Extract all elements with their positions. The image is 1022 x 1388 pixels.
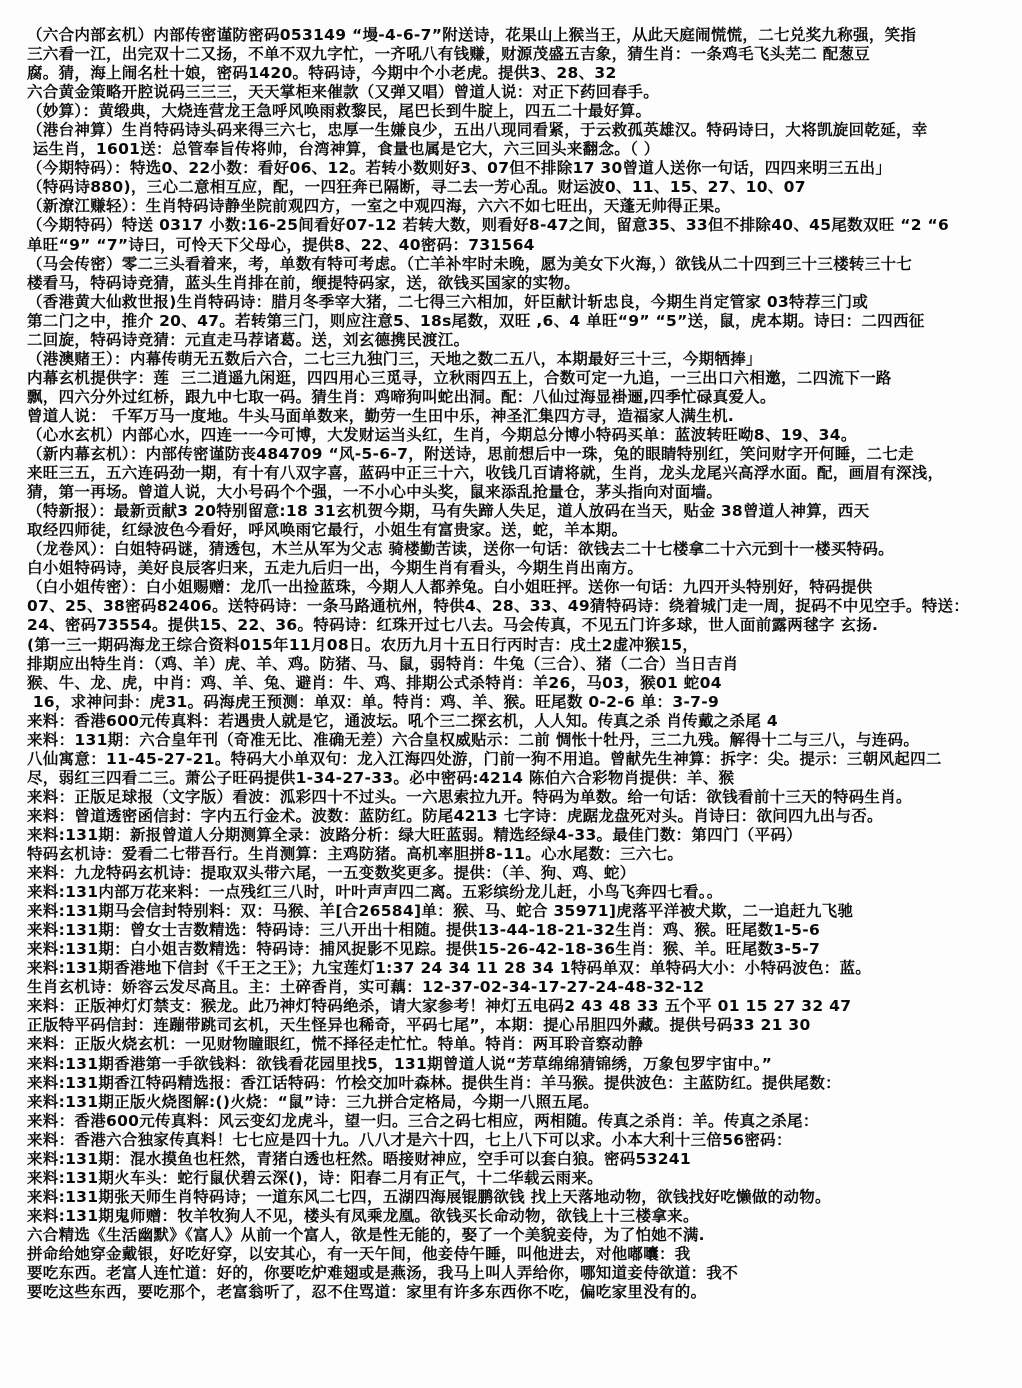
text-line: 16，求神问卦：虎31。码海虎王预测：单双：单。特肖：鸡、羊、猴。旺尾数 0-2-6 单：3-7-9 — [27, 692, 720, 711]
text-line: 排期应出特生肖：（鸡、羊）虎、羊、鸡。防猪、马、鼠，弱特肖：牛兔（三合）、猪（二合）当日吉肖 — [27, 654, 739, 673]
text-line: （特新报）：最新贡献3 20特别留意:18 31玄机贺今期，马有失蹄人失足，道人放码在当天，贴金 38曾道人神算，西天 — [27, 502, 870, 521]
text-line: 来料:131期香江特码精选报：香江话特码：竹桧交加叶森林。提供生肖：羊马猴。提供波色：主蓝防红。提供尾数： — [27, 1073, 841, 1092]
text-line: 来料:131期马会信封特别料：双：马猴、羊[合26584]单：猴、马、蛇合 35971]虎落平洋被犬欺，二一追赶九飞驰 — [27, 902, 854, 921]
text-line: 来料:131期火车头：蛇行鼠伏碧云深()，诗：阳春二月有正气，十二华载云雨来。 — [27, 1168, 603, 1187]
text-line: 要吃东西。老富人连忙道：好的，你要吃炉难翅或是燕汤，我马上叫人弄给你，哪知道妾侍欲道：我不 — [27, 1264, 739, 1283]
text-line: 尽，弱红三四看二三。萧公子旺码提供1-34-27-33。必中密码:4214 陈伯六合彩物肖提供：羊、猴 — [27, 768, 735, 787]
text-line: （白小姐传密）：白小姐赐赠：龙爪一出捡蓝珠，今期人人都养兔。白小姐旺抨。送你一句话：九四开头特别好，特码提供 — [27, 578, 873, 597]
text-line: 运生肖，1601送：总管奉旨传将帅，台湾神算，食量也属是它大，六三回头来翻念。（ ） — [27, 140, 660, 159]
text-line: 24、密码73554。提供15、22、36。特码诗：红珠开过七八去。马会传真，不见五门许多球，世人面前露两毬字 玄扬. — [27, 616, 879, 635]
text-line: 来料:131期鬼师赠：牧羊牧狗人不见，楼头有凤乘龙凰。欲钱买长命动物，欲钱上十三楼拿来。 — [27, 1206, 699, 1225]
text-line: （马会传密）零二三头看着来，考，单数有特可考虑。（亡羊补牢时未晚，愿为美女下火海，）欲钱从二十四到三十三楼转三十七 — [27, 254, 913, 273]
text-line: 来旺三五，五六连码劲一期，有十有八双字喜，蓝码中正三十六，收钱几百请将就，生肖，龙头龙尾兴高浮水面。配，画眉有深浅， — [27, 464, 944, 483]
text-line: 来料：香港600元传真料：风云变幻龙虎斗，望一归。三合之码七相应，两相随。传真之杀肖：羊。传真之杀尾： — [27, 1111, 819, 1130]
text-line: 来料:131内部万花来料：一点残红三八时，叶叶声声四二离。五彩缤纷龙儿赶，小鸟飞奔四七看。。 — [27, 883, 723, 902]
text-line: 来料:131期：混水摸鱼也枉然，青猪白透也枉然。晤接财神应，空手可以套白狼。密码53241 — [27, 1149, 691, 1168]
text-line: （妙算）：黄缎典，大烧连营龙王急呼风唤雨救黎民，尾巴长到牛腚上，四五二十最好算。 — [27, 102, 652, 121]
text-line: （港台神算）生肖特码诗头码来得三六七，忠厚一生嫌良少，五出八现同看紧，于云救孤英雄汉。特码诗曰，大将凯旋回乾延，幸 — [27, 121, 928, 140]
text-line: 来料:131期：曾女士吉数精选：特码诗：三八开出十相随。提供13-44-18-21-32生肖：鸡、猴。旺尾数1-5-6 — [27, 921, 821, 940]
text-line: 猴、牛、龙、虎，中肖：鸡、羊、兔、避肖：牛、鸡、排期公式杀特肖：羊26，马03，猴01 蛇04 — [27, 673, 722, 692]
text-line: 来料:131期正版火烧图解:()火烧：“鼠”诗：三九拼合定格局，今期一八照五尾。 — [27, 1092, 599, 1111]
text-line: 要吃这些东西，要吃那个，老富翁听了，忍不住骂道：家里有许多东西你不吃，偏吃家里没有的。 — [27, 1283, 707, 1302]
text-line: （特码诗880)，三心二意相互应，配，一四狂奔已隔断，寻二去一芳心乱。财运波0、11、15、27、10、07 — [27, 178, 806, 197]
text-line: （龙卷风）：白姐特码谜，猜透包，木兰从军为父志 骑楼勤苦读，送你一句话：欲钱去二十七楼拿二十六元到十一楼买特码。 — [27, 540, 894, 559]
text-line: 来料:131期张天师生肖特码诗；一道东风二七四，五湖四海展锟鹏欲钱 找上天落地动物，欲钱找好吃懒做的动物。 — [27, 1187, 831, 1206]
text-line: 来料：香港六合独家传真料！七七应是四十九。八八才是六十四，七上八下可以求。小本大利十三倍56密码： — [27, 1130, 792, 1149]
text-line: 07、25、38密码82406。送特码诗：一条马路通杭州，特供4、28、33、49猜特码诗：绕着城门走一周，捉码不中见空手。特送： — [27, 597, 970, 616]
text-line: （今期特码）：特选0、22小数：看好06、12。若转小数则好3、07但不排除17 30曾道人送你一句话，四四来明三五出」 — [27, 159, 892, 178]
text-line: 来料:131期：新报曾道人分期测算全录：波路分析：绿大旺蓝弱。精选经绿4-33。最佳门数：第四门（平码） — [27, 825, 802, 844]
text-line: 来料：正版足球报（文字版）看波：泒彩四十不过头。一六思索拉九开。特码为单数。给一句话：欲钱看前十三天的特码生肖。 — [27, 787, 912, 806]
text-line: （港澳赌王）：内幕传萌无五数后六合，二七三九独门三，天地之数二五八，本期最好三十三，今期牺捧」 — [27, 349, 762, 368]
text-line: 六合黄金策略开腔说码三三三，天天掌柜来催款（又弹又唱）曾道人说：对正下药回春手。 — [27, 83, 660, 102]
text-line: 来料:131期香港第一手欲钱料：欲钱看花园里找5，131期曾道人说“芳草绵绵猜锦绣，万象包罗宇宙中。” — [27, 1054, 773, 1073]
text-line: 猜，第一再场。曾道人说，大小号码个个强，一不小心中头奖，鼠来添乱抢量仓，茅头指向对面墙。 — [27, 483, 723, 502]
text-line: 取经四师徒，红绿波色今看好，呼风唤雨它最行，小姐生有富贵家。送，蛇，羊本期。 — [27, 521, 628, 540]
text-line: 二回旋，特码诗竞猜：元直走马荐诸葛。送，刘玄德携民渡江。 — [27, 330, 470, 349]
text-line: （今期特码）特送 0317 小数:16-25间看好07-12 若转大数，则看好8-47之间，留意35、33但不排除40、45尾数双旺 “2 “6 — [27, 216, 950, 235]
text-line: 第二门之中，推介 20、47。若转第三门，则应注意5、18s尾数，双旺 ,6、4 单旺“9” “5”送，鼠，虎本期。诗曰：二四西征 — [27, 311, 925, 330]
text-line: 来料：131期：六合皇年刊（奇准无比、准确无差）六合皇权威贴示：二前 惆怅十牡丹，三二九残。解得十二与三八，与连码。 — [27, 730, 920, 749]
text-line: 六合精选《生活幽默》《富人》从前一个富人，欲是性无能的，娶了一个美貌妾侍，为了怕她不满. — [27, 1225, 705, 1244]
text-line: 楼看马，特码诗竞猜，蓝头生肖排在前，缏提特码家，送，欲钱买国家的实物。 — [27, 273, 581, 292]
text-line: 来料：九龙特码玄机诗：提取双头带六尾，一五变数奖更多。提供：（羊、狗、鸡、蛇） — [27, 864, 636, 883]
text-line: 特码玄机诗：爱看二七带吾行。生肖测算：主鸡防猪。高机率胆拼8-11。心水尾数：三六七。 — [27, 845, 684, 864]
text-line: 八仙寓意：11-45-27-21。特码大小单双句：龙入江海四处游，门前一狗不用追。曾献先生神算：拆字：尖。提示：三朝风起四二 — [27, 749, 942, 768]
text-line: 来料：曾道透密函信封：字内五行金术。波数：蓝防红。防尾4213 七字诗：虎踞龙盘死对头。肖诗曰：欲问四九出与否。 — [27, 806, 883, 825]
text-line: 来料：香港600元传真料：若遇贵人就是它，通波坛。吼个三二探玄机，人人知。传真之杀 肖传戴之杀尾 4 — [27, 711, 778, 730]
text-line: 腐。猜，海上闹名杜十娘，密码1420。特码诗，今期中个小老虎。提供3、28、32 — [27, 64, 617, 83]
text-line: 单旺“9” “7”诗曰，可怜天下父母心，提供8、22、40密码：731564 — [27, 235, 535, 254]
text-line: 拼命给她穿金戴银，好吃好穿，以安其心，有一天午间，他妾侍午睡，叫他进去，对他嘟囔：我 — [27, 1245, 691, 1263]
text-line: （香港黄大仙救世报)生肖特码诗：腊月冬季宰大猪，二七得三六相加，奸臣献计斩忠良，今期生肖定管家 03特荐三门或 — [27, 292, 869, 311]
text-line: 内幕玄机提供字：莲 三二逍遥九闲逛，四四用心三觅寻，立秋雨四五上，合数可定一九追，一三出口六相邀，二四流下一路 — [27, 368, 892, 387]
text-line: 来料：正版火烧玄机：一见财物瞳眼红，慌不择径走忙忙。特单。特肖：两耳聆音察动静 — [27, 1035, 644, 1054]
lottery-tipsheet-document — [27, 26, 1016, 1302]
text-line: 来料：正版神灯灯禁支：猴龙。此乃神灯特码绝杀，请大家参考！神灯五电码2 43 48 33 五个平 01 15 27 32 47 — [27, 997, 852, 1016]
text-line: （心水玄机）内部心水，四连一一今可博，大发财运当头红，生肖，今期总分博小特码买单：蓝波转旺呦8、19、34。 — [27, 425, 857, 444]
text-line: 飘，四六分外过红桥，跟九中七取一码。猜生肖：鸡啼狗叫蛇出洞。配：八仙过海显褂逦,四季忙碌真爱人。 — [27, 387, 776, 406]
text-line: （新内幕玄机）：内部传密谨防丧484709 “风-5-6-7，附送诗，思前想后中一珠，兔的眼睛特别红，笑问财字开何睡，二七走 — [27, 445, 914, 464]
text-line: 生肖玄机诗：娇容云发尽高且。主：土碎香肖，实可藕：12-37-02-34-17-27-24-48-32-12 — [27, 978, 705, 997]
text-line: （新潦江赚轻）：生肖特码诗静坐院前观四方，一室之中观四海，六六不如七旺出，天蓬无帅得正果。 — [27, 197, 731, 216]
text-line: （六合内部玄机）内部传密谨防密码053149 “墁-4-6-7”附送诗，花果山上猴当王，从此天庭闹慌慌，二七兑奖九称强，笑指 — [27, 26, 917, 44]
text-line: 曾道人说： 千军万马一度地。牛头马面单数来，勤劳一生田中乐，神圣汇集四方寻，造福家人满生机. — [27, 406, 735, 425]
text-line: 正版特平码信封：连蹦带跳司玄机，天生怪异也稀奇，平码七尾”，本期：提心吊胆四外藏。提供号码33 21 30 — [27, 1016, 811, 1035]
text-line: 来料:131期香港地下信封《千王之王》；九宝莲灯1:37 24 34 11 28 34 1特码单双：单特码大小：小特码波色：蓝。 — [27, 959, 872, 978]
text-line: 来料:131期：白小姐吉数精选：特码诗：捕风捉影不见踪。提供15-26-42-18-36生肖：猴、羊。旺尾数3-5-7 — [27, 940, 821, 959]
text-line: (第一三一期码海龙王综合资料015年11月08日。农历九月十五日行丙时吉：戌土2虚冲猴15， — [27, 635, 699, 654]
text-line: 三六看一江，出完双十二又扬，不单不双九字忙，一齐吼八有钱赚，财源茂盛五吉象，猜生肖：一条鸡毛飞头芜二 配葱豆 — [27, 45, 871, 64]
text-line: 白小姐特码诗，美好良辰客归来，五走九后归一出，今期生肖有看头，今期生肖出南方。 — [27, 559, 644, 578]
